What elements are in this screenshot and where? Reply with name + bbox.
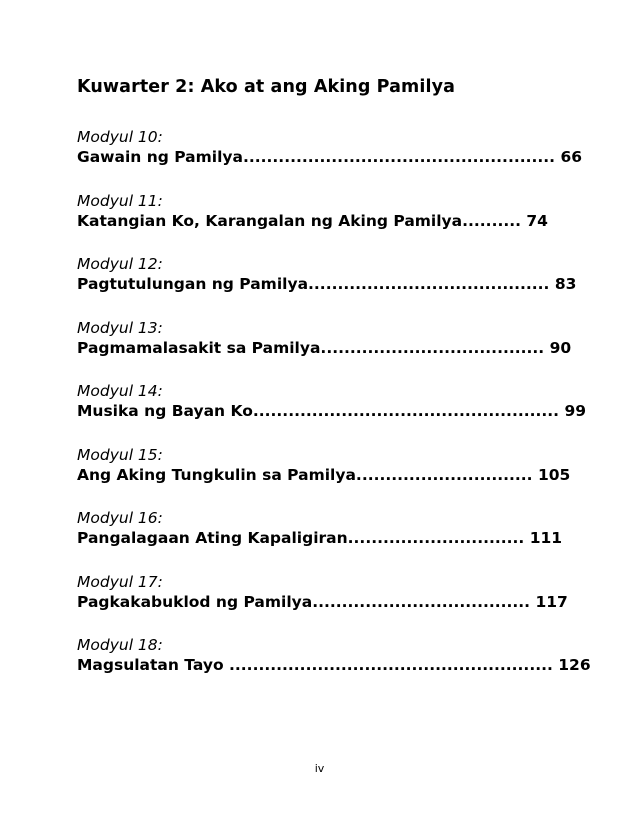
module-label: Modyul 12: bbox=[77, 255, 163, 273]
toc-entry-modyul-13 bbox=[77, 318, 572, 383]
module-label: Modyul 14: bbox=[77, 382, 163, 400]
module-title-link[interactable]: Musika ng Bayan Ko.................................................... 99 bbox=[77, 402, 587, 420]
toc-entry-modyul-15 bbox=[77, 445, 571, 510]
module-title-link[interactable]: Pagmamalasakit sa Pamilya...................................... 90 bbox=[77, 338, 572, 357]
module-title-link[interactable]: Pangalagaan Ating Kapaligiran.............................. 111 bbox=[77, 529, 563, 547]
toc-entry-modyul-11 bbox=[77, 191, 548, 256]
toc-entry-modyul-16 bbox=[77, 509, 563, 573]
module-title-link[interactable]: Magsulatan Tayo ....................................................... 126 bbox=[77, 656, 591, 674]
page-number: iv bbox=[314, 762, 325, 775]
module-label: Modyul 13: bbox=[77, 318, 163, 337]
module-title-link[interactable]: Pagkakabuklod ng Pamilya..................................... 117 bbox=[77, 592, 568, 611]
table-of-contents bbox=[77, 128, 591, 700]
module-title-link[interactable]: Pagtutulungan ng Pamilya......................................... 83 bbox=[77, 275, 577, 293]
page-title: Kuwarter 2: Ako at ang Aking Pamilya bbox=[77, 77, 455, 97]
module-title-link[interactable]: Ang Aking Tungkulin sa Pamilya.............................. 105 bbox=[77, 465, 571, 484]
module-label: Modyul 18: bbox=[77, 636, 163, 654]
module-label: Modyul 15: bbox=[77, 445, 163, 464]
toc-entry-modyul-18 bbox=[77, 636, 591, 700]
module-label: Modyul 16: bbox=[77, 509, 163, 527]
module-label: Modyul 10: bbox=[77, 128, 163, 146]
toc-entry-modyul-17 bbox=[77, 572, 568, 637]
module-title-link[interactable]: Gawain ng Pamilya..................................................... 66 bbox=[77, 148, 583, 166]
toc-entry-modyul-12 bbox=[77, 255, 577, 319]
module-label: Modyul 17: bbox=[77, 572, 163, 591]
toc-entry-modyul-14 bbox=[77, 382, 587, 446]
toc-entry-modyul-10 bbox=[77, 128, 583, 192]
module-label: Modyul 11: bbox=[77, 191, 163, 210]
module-title-link[interactable]: Katangian Ko, Karangalan ng Aking Pamilya.......... 74 bbox=[77, 211, 548, 230]
